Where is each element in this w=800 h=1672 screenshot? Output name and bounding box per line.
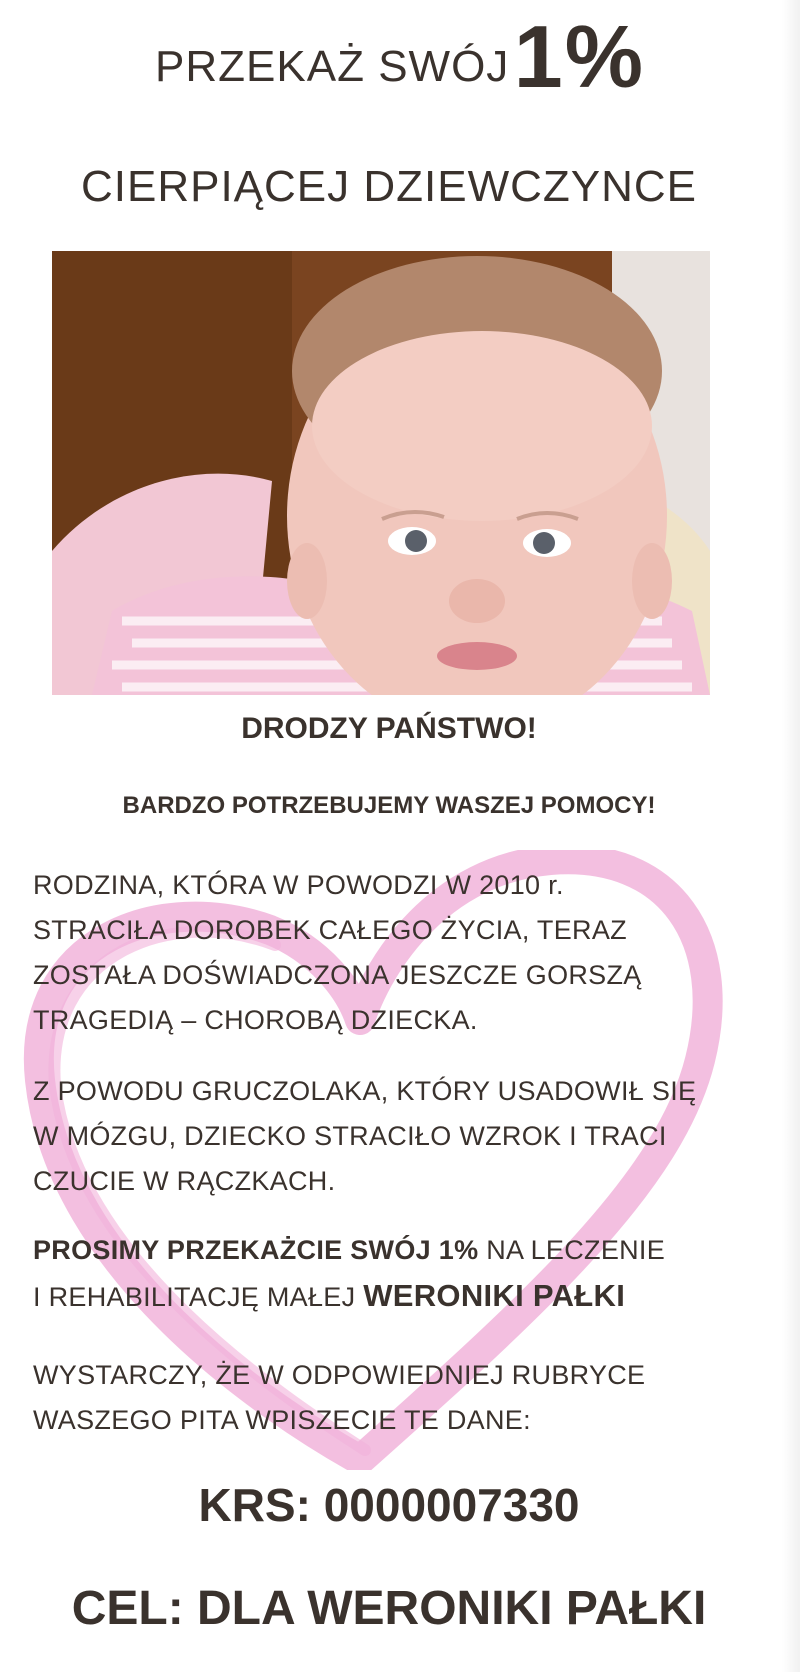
paragraph-line: TRAGEDIĄ – CHOROBĄ DZIECKA. [33,1005,478,1035]
greeting: DRODZY PAŃSTWO! [241,712,537,745]
headline [0,6,800,108]
paragraph-line: CZUCIE W RĄCZKACH. [33,1166,336,1196]
subheadline: CIERPIĄCEJ DZIEWCZYNCE [80,162,698,211]
headline-percent: 1% [513,7,645,106]
child-photo [52,251,710,695]
request-rest: NA LECZENIE [478,1235,666,1265]
child-name: WERONIKI PAŁKI [363,1278,626,1313]
request-line-2: I REHABILITACJĘ MAŁEJ [33,1282,364,1312]
scan-edge-shadow [782,0,800,1672]
donation-purpose: CEL: DLA WERONIKI PAŁKI [71,1582,707,1635]
paragraph-line: RODZINA, KTÓRA W POWODZI W 2010 r. [33,870,564,900]
request-bold-lead: PROSIMY PRZEKAŻCIE SWÓJ 1% [33,1235,479,1265]
paragraph-line [33,1228,751,1273]
paragraph-line: WASZEGO PITA WPISZECIE TE DANE: [33,1405,531,1435]
paragraph-line [33,1273,751,1320]
paragraph-instructions [33,1353,751,1443]
paragraph-diagnosis [33,1069,751,1204]
paragraph-line: WYSTARCZY, ŻE W ODPOWIEDNIEJ RUBRYCE [33,1360,646,1390]
paragraph-family-story [33,863,751,1043]
krs-number: KRS: 0000007330 [198,1479,580,1531]
paragraph-line: W MÓZGU, DZIECKO STRACIŁO WZROK I TRACI [33,1121,667,1151]
paragraph-line: STRACIŁA DOROBEK CAŁEGO ŻYCIA, TERAZ [33,915,627,945]
paragraph-line: ZOSTAŁA DOŚWIADCZONA JESZCZE GORSZĄ [33,960,642,990]
paragraph-line: Z POWODU GRUCZOLAKA, KTÓRY USADOWIŁ SIĘ [33,1076,697,1106]
headline-prefix: PRZEKAŻ SWÓJ [155,42,510,91]
plea-heading: BARDZO POTRZEBUJEMY WASZEJ POMOCY! [122,792,656,819]
paragraph-request [33,1228,751,1320]
